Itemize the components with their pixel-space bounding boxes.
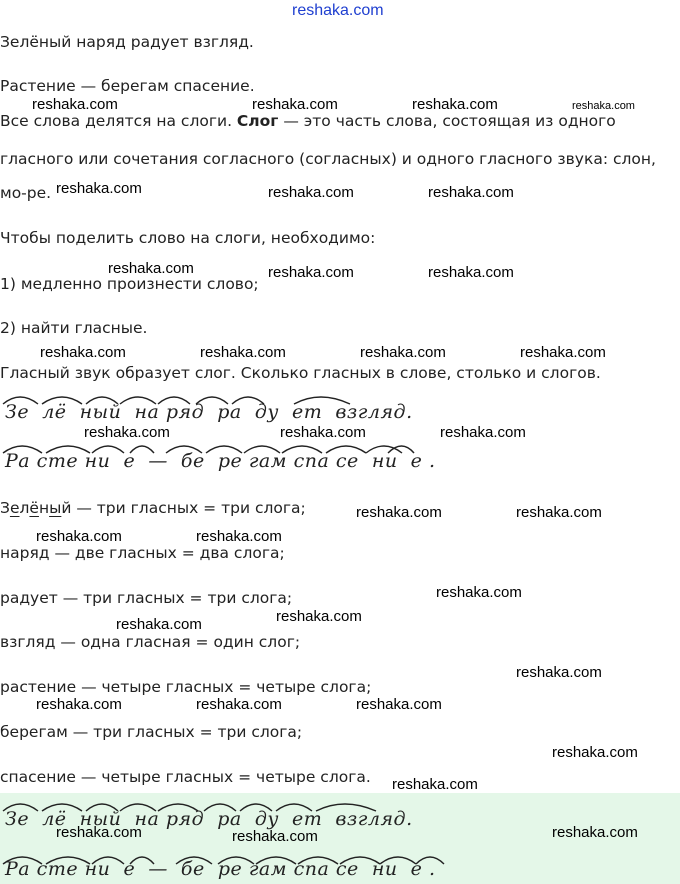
watermark: reshaka.com: [516, 504, 602, 521]
analysis-beregam: [0, 723, 302, 741]
watermark: reshaka.com: [32, 96, 118, 113]
watermark: reshaka.com: [40, 344, 126, 361]
analysis-text: — три гласных = три слога;: [57, 589, 293, 607]
watermark: reshaka.com: [360, 344, 446, 361]
vowel-rule: Гласный звук образует слог. Сколько гласных в слове, столько и слогов.: [0, 364, 601, 382]
analysis-zelenyi: [0, 499, 306, 517]
syl: ра: [217, 808, 242, 830]
syl: гам: [248, 450, 288, 472]
syl: гам: [248, 858, 288, 880]
syl: се: [335, 450, 359, 472]
letter: н: [38, 499, 50, 517]
watermark: reshaka.com: [252, 96, 338, 113]
syl: е: [123, 858, 136, 880]
watermark: reshaka.com: [196, 696, 282, 713]
answer-row2: [5, 858, 436, 880]
analysis-rastenie: [0, 678, 371, 696]
watermark: reshaka.com: [36, 696, 122, 713]
syl: спа: [293, 858, 330, 880]
sentence-1: Зелёный наряд радует взгляд.: [0, 33, 254, 51]
watermark: reshaka.com: [428, 184, 514, 201]
watermark: reshaka.com: [356, 696, 442, 713]
syl: ни: [84, 450, 111, 472]
syl: сте: [36, 450, 79, 472]
watermark: reshaka.com: [280, 424, 366, 441]
syl: ре: [217, 450, 243, 472]
watermark: reshaka.com: [268, 184, 354, 201]
analysis-text: — три гласных = три слога;: [67, 723, 303, 741]
vowel: е: [9, 499, 20, 517]
syl: .: [428, 450, 436, 472]
rule-heading: Чтобы поделить слово на слоги, необходимо:: [0, 229, 376, 247]
vowel: ы: [49, 499, 62, 517]
site-header-link[interactable]: reshaka.com: [292, 2, 384, 19]
watermark: reshaka.com: [108, 260, 194, 277]
watermark: reshaka.com: [392, 776, 478, 793]
syl: Зе: [5, 808, 30, 830]
syl: ный: [79, 808, 122, 830]
syl: е: [410, 858, 423, 880]
letter: З: [0, 499, 10, 517]
syl: на: [134, 401, 160, 423]
watermark: reshaka.com: [36, 528, 122, 545]
analysis-spasenie: [0, 768, 371, 786]
watermark: reshaka.com: [268, 264, 354, 281]
sentence-2: Растение — берегам спасение.: [0, 77, 255, 95]
syl: ни: [371, 450, 398, 472]
word: наряд: [0, 544, 50, 562]
syl: лё: [42, 401, 67, 423]
syl: спа: [293, 450, 330, 472]
watermark: reshaka.com: [516, 664, 602, 681]
watermark: reshaka.com: [56, 180, 142, 197]
word: берегам: [0, 723, 68, 741]
rule-step-1: 1) медленно произнести слово;: [0, 275, 259, 293]
analysis-text: — одна гласная = один слог;: [55, 633, 301, 651]
syl: е: [123, 450, 136, 472]
analysis-text: — четыре гласных = четыре слога;: [76, 678, 372, 696]
syl: взгляд.: [335, 401, 413, 423]
watermark: reshaka.com: [552, 744, 638, 761]
syl: —: [148, 858, 168, 880]
analysis-vzglyad: [0, 633, 300, 651]
definition-continued: гласного или сочетания согласного (согласных) и одного гласного звука: слон,: [0, 150, 656, 168]
syllable-definition: [0, 112, 616, 130]
syl: Ра: [5, 858, 31, 880]
analysis-text: — три гласных = три слога;: [71, 499, 306, 517]
syl: ет: [292, 401, 323, 423]
analysis-text: — две гласных = два слога;: [49, 544, 285, 562]
word: взгляд: [0, 633, 56, 651]
syl: ный: [79, 401, 122, 423]
syl: бе: [180, 858, 205, 880]
analysis-raduet: [0, 589, 292, 607]
syl: лё: [42, 808, 67, 830]
syl: се: [335, 858, 359, 880]
syl: .: [428, 858, 436, 880]
letter: й: [61, 499, 72, 517]
analysis-naryad: [0, 544, 285, 562]
word: радует: [0, 589, 58, 607]
watermark: reshaka.com: [436, 584, 522, 601]
syl: ни: [84, 858, 111, 880]
watermark: reshaka.com: [232, 828, 318, 845]
watermark: reshaka.com: [520, 344, 606, 361]
term-slog: Слог: [236, 112, 279, 130]
watermark: reshaka.com: [116, 616, 202, 633]
watermark: reshaka.com: [356, 504, 442, 521]
syllable-row2: [5, 450, 436, 472]
syl: ду: [254, 401, 279, 423]
syl: ряд: [165, 401, 205, 423]
watermark: reshaka.com: [572, 100, 635, 112]
watermark: reshaka.com: [276, 608, 362, 625]
definition-prefix: Все слова делятся на слоги.: [0, 112, 237, 130]
rule-step-2: 2) найти гласные.: [0, 319, 148, 337]
watermark: reshaka.com: [84, 424, 170, 441]
watermark: reshaka.com: [200, 344, 286, 361]
watermark: reshaka.com: [56, 824, 142, 841]
example-more: мо-ре.: [0, 184, 52, 202]
syl: ряд: [165, 808, 205, 830]
watermark: reshaka.com: [440, 424, 526, 441]
syl: —: [148, 450, 168, 472]
syl: Ра: [5, 450, 31, 472]
word: спасение: [0, 768, 76, 786]
word: растение: [0, 678, 77, 696]
vowel: ё: [29, 499, 39, 517]
syl: сте: [36, 858, 79, 880]
syl: е: [410, 450, 423, 472]
watermark: reshaka.com: [428, 264, 514, 281]
watermark: reshaka.com: [196, 528, 282, 545]
syl: Зе: [5, 401, 30, 423]
watermark: reshaka.com: [552, 824, 638, 841]
syl: взгляд.: [335, 808, 413, 830]
syl: ре: [217, 858, 243, 880]
analysis-text: — четыре гласных = четыре слога.: [75, 768, 371, 786]
syl: ра: [217, 401, 242, 423]
letter: л: [19, 499, 30, 517]
syl: ни: [371, 858, 398, 880]
definition-suffix: — это часть слова, состоящая из одного: [278, 112, 616, 130]
syl: бе: [180, 450, 205, 472]
syl: ет: [292, 808, 323, 830]
watermark: reshaka.com: [412, 96, 498, 113]
syllable-row1: [5, 401, 413, 423]
syl: на: [134, 808, 160, 830]
syl: ду: [254, 808, 279, 830]
